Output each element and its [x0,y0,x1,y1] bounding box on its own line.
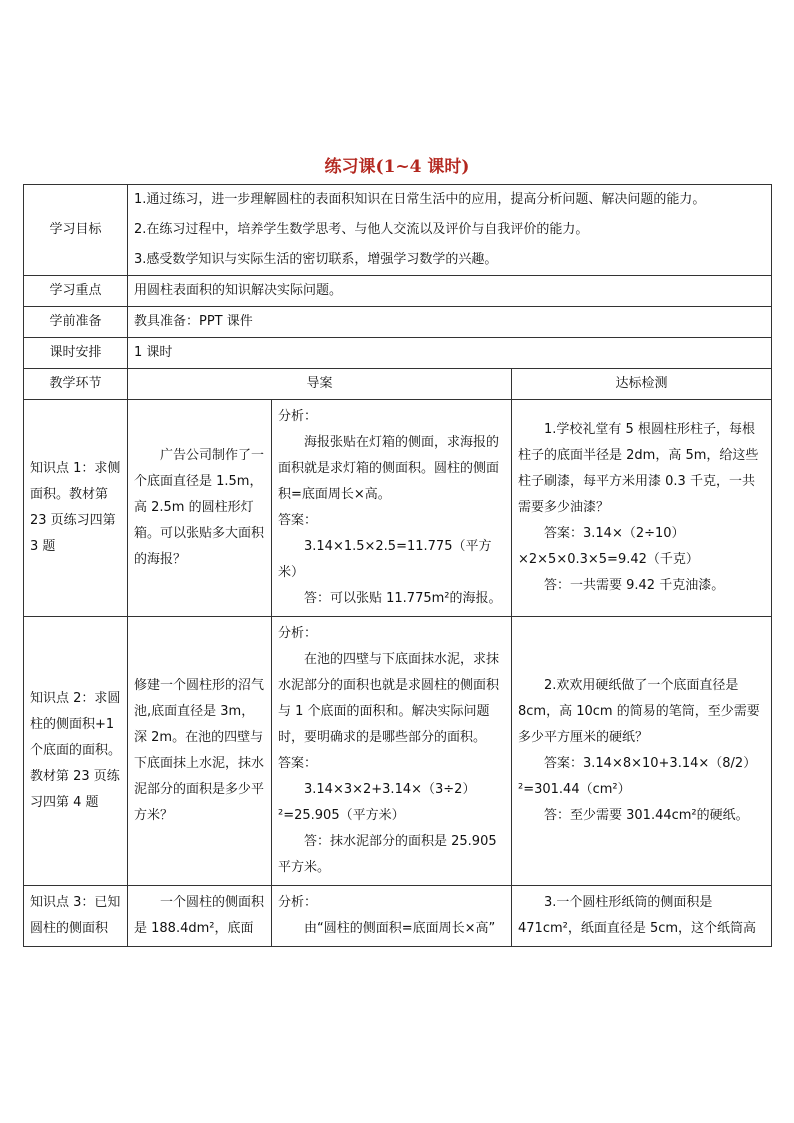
k3-check-question: 3.一个圆柱形纸筒的侧面积是 471cm²，纸面直径是 5cm，这个纸筒高 [518,895,757,936]
k1-check-question: 1.学校礼堂有 5 根圆柱形柱子，每根柱子的底面半径是 2dm，高 5m，给这些柱子刷漆，每平方米用漆 0.3 千克，一共需要多少油漆？ [518,422,759,515]
goals-label: 学习目标 [24,185,128,276]
k1-calc: 3.14×1.5×2.5=11.775（平方米） [278,539,492,580]
k3-problem-text: 一个圆柱的侧面积是 188.4dm²，底面 [134,895,265,936]
goal-item: 3.感受数学知识与实际生活的密切联系，增强学习数学的兴趣。 [134,252,498,267]
k2-analysis: 在池的四壁与下底面抹水泥，求抹水泥部分的面积也就是求圆柱的侧面积与 1 个底面的面积和。解决实际问题时，要明确求的是哪些部分的面积。 [278,652,500,745]
knowledge-row-2 [24,617,772,886]
k2-check [512,617,772,886]
k1-problem [128,400,272,617]
k1-check-answer: 答案：3.14×（2÷10）×2×5×0.3×5=9.42（千克） [518,526,699,567]
page-title: 练习课(1~4 课时) [324,157,470,177]
knowledge-row-3 [24,886,772,947]
k2-label: 知识点 2：求圆柱的侧面积+1 个底面的面积。教材第 23 页练习四第 4 题 [24,617,128,886]
k2-check-question: 2.欢欢用硬纸做了一个底面直径是 8cm，高 10cm 的简易的笔筒，至少需要多少平方厘米的硬纸？ [518,678,760,745]
k2-answer-title: 答案： [278,756,318,771]
header-col1: 教学环节 [24,369,128,400]
k3-check [512,886,772,947]
k2-problem [128,617,272,886]
k3-label-text: 知识点 3：已知圆柱的侧面积 [30,895,121,936]
time-content: 1 课时 [128,338,772,369]
k2-analysis-title: 分析： [278,626,318,641]
k3-label [24,886,128,947]
k1-problem-text: 广告公司制作了一个底面直径是 1.5m，高 2.5m 的圆柱形灯箱。可以张贴多大面积的海报？ [134,448,265,567]
header-row [24,369,772,400]
k2-problem-text: 修建一个圆柱形的沼气池,底面直径是 3m，深 2m。在池的四壁与下底面抹上水泥，抹水泥部分的面积是多少平方米？ [134,678,265,823]
k1-reply: 答：可以张贴 11.775m²的海报。 [304,591,502,606]
header-col3: 达标检测 [512,369,772,400]
knowledge-row-1 [24,400,772,617]
key-row [24,276,772,307]
k3-problem [128,886,272,947]
goal-item: 1.通过练习，进一步理解圆柱的表面积知识在日常生活中的应用，提高分析问题、解决问题的能力。 [134,192,706,207]
lesson-plan-table [23,184,772,947]
k3-analysis-title: 分析： [278,895,318,910]
goals-row [24,185,772,276]
prep-row [24,307,772,338]
time-row [24,338,772,369]
k1-guide [272,400,512,617]
header-col2: 导案 [128,369,512,400]
k2-check-reply: 答：至少需要 301.44cm²的硬纸。 [544,808,749,823]
key-label: 学习重点 [24,276,128,307]
goals-content [128,185,772,276]
k1-check [512,400,772,617]
k1-label: 知识点 1：求侧面积。教材第 23 页练习四第 3 题 [24,400,128,617]
k3-guide [272,886,512,947]
k2-guide [272,617,512,886]
k2-reply: 答：抹水泥部分的面积是 25.905 平方米。 [278,834,497,875]
key-content: 用圆柱表面积的知识解决实际问题。 [128,276,772,307]
prep-label: 学前准备 [24,307,128,338]
k1-answer-title: 答案： [278,513,318,528]
k3-analysis: 由“圆柱的侧面积=底面周长×高” [304,921,496,936]
time-label: 课时安排 [24,338,128,369]
k3-guide-clip [278,890,505,942]
k1-check-reply: 答：一共需要 9.42 千克油漆。 [544,578,725,593]
prep-content: 教具准备：PPT 课件 [128,307,772,338]
k2-check-answer: 答案：3.14×8×10+3.14×（8/2）²=301.44（cm²） [518,756,757,797]
k2-calc: 3.14×3×2+3.14×（3÷2）²=25.905（平方米） [278,782,476,823]
k1-analysis-title: 分析： [278,409,318,424]
goal-item: 2.在练习过程中，培养学生数学思考、与他人交流以及评价与自我评价的能力。 [134,222,589,237]
k1-analysis: 海报张贴在灯箱的侧面，求海报的面积就是求灯箱的侧面积。圆柱的侧面积=底面周长×高。 [278,435,500,502]
